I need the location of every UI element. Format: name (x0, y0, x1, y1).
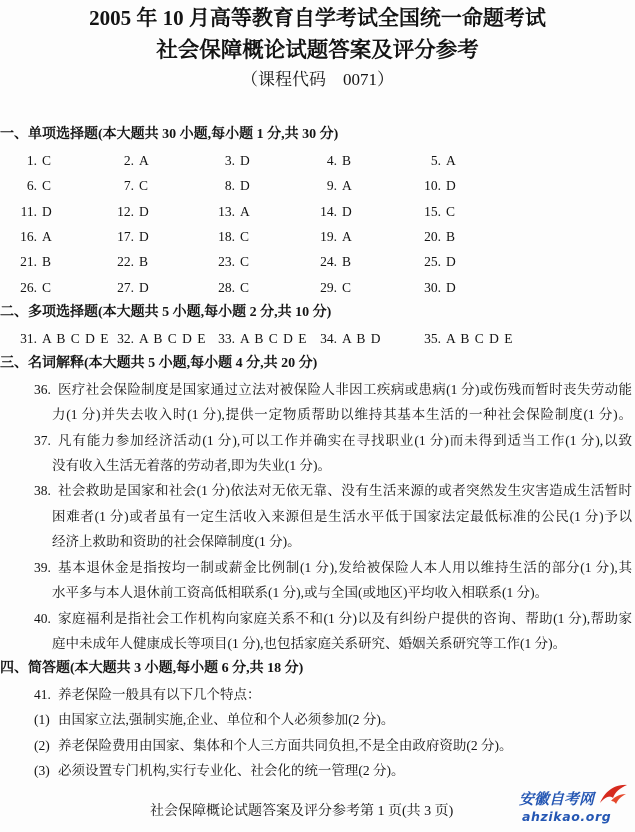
text-line (0, 682, 635, 707)
document-subtitle: 社会保障概论试题答案及评分参考 (156, 38, 479, 62)
answer-item (9, 275, 51, 300)
answer-text-line: 基本退休金是指按均一制或薪金比例制(1 分),发给被保险人本人用以维持生活的部分(1 分),其 (58, 559, 632, 575)
definition-item-40 (0, 606, 635, 657)
answer-letter: A (446, 152, 456, 168)
point-number: (2) (34, 737, 50, 753)
course-code: （课程代码 0071） (241, 70, 394, 89)
answer-item (9, 224, 52, 249)
answer-item (309, 199, 352, 224)
answer-letter: D (240, 152, 250, 168)
answer-item (207, 199, 250, 224)
answer-item (413, 249, 456, 274)
answer-letter: B (342, 254, 352, 270)
answer-letter: C (240, 279, 250, 295)
page-footer: 社会保障概论试题答案及评分参考第 1 页(共 3 页) (150, 804, 454, 819)
question-number: 23. (218, 254, 235, 270)
exam-title: 2005 年 10 月高等教育自学考试全国统一命题考试 (89, 6, 546, 30)
answer-letters: A B C D E (42, 330, 110, 346)
answer-item (9, 173, 51, 198)
answer-row (0, 275, 635, 300)
question-number: 21. (20, 254, 37, 270)
answer-row (0, 148, 635, 173)
question-number: 40. (34, 610, 51, 626)
text-line (0, 402, 635, 427)
answer-letter: D (139, 229, 149, 245)
question-number: 12. (117, 203, 134, 219)
question-number: 16. (20, 229, 37, 245)
question-number: 18. (218, 229, 235, 245)
section-heading-short-answer: 四、简答题(本大题共 3 小题,每小题 6 分,共 18 分) (0, 661, 304, 677)
point-number: (1) (34, 712, 50, 728)
answer-letter: A (240, 203, 250, 219)
answer-item (309, 173, 352, 198)
question-number: 31. (20, 330, 37, 346)
answer-letter: D (446, 254, 456, 270)
point-text: 养老保险费用由国家、集体和个人三方面共同负担,不是全由政府资助(2 分)。 (58, 737, 513, 753)
answer-letter: A (342, 229, 352, 245)
answer-text-line: 凡有能力参加经济活动(1 分),可以工作并确实在寻找职业(1 分)而未得到适当工作(1 分),以致 (58, 432, 632, 448)
answer-item (309, 224, 352, 249)
answer-item (106, 326, 207, 351)
question-number: 13. (218, 203, 235, 219)
answer-item (207, 326, 308, 351)
question-number: 3. (224, 152, 235, 168)
question-number: 29. (320, 279, 337, 295)
answer-text-line: 没有收入生活无着落的劳动者,即为失业(1 分)。 (52, 457, 331, 473)
site-url: ahzikao.org (522, 809, 612, 824)
answer-letters: A B C D E (446, 330, 514, 346)
text-line (0, 428, 635, 453)
answer-letter: D (342, 203, 352, 219)
text-line (0, 453, 635, 478)
answer-item (309, 326, 382, 351)
answer-letter: D (446, 178, 456, 194)
definition-item-37 (0, 428, 635, 479)
answer-letter: C (42, 178, 52, 194)
point-text: 由国家立法,强制实施,企业、单位和个人必须参加(2 分)。 (58, 712, 395, 728)
section-heading-single-choice: 一、单项选择题(本大题共 30 小题,每小题 1 分,共 30 分) (0, 127, 339, 143)
answer-letter: C (240, 254, 250, 270)
question-number: 26. (20, 279, 37, 295)
answer-item (9, 326, 110, 351)
answer-letters: A B C D E (240, 330, 308, 346)
question-number: 7. (123, 178, 134, 194)
question-number: 4. (326, 152, 337, 168)
answer-point (0, 733, 635, 758)
answer-item (413, 199, 455, 224)
definition-item-36 (0, 377, 635, 428)
text-line (0, 504, 635, 529)
site-name: 安徽自考网 (519, 790, 595, 808)
answer-letter: A (42, 229, 52, 245)
text-line (0, 529, 635, 554)
question-number: 33. (218, 330, 235, 346)
answer-letter: B (342, 152, 352, 168)
answer-item (413, 224, 455, 249)
answer-text-line: 家庭福利是指社会工作机构向家庭关系不和(1 分)以及有纠纷户提供的咨询、帮助(1 分),帮助家 (58, 610, 632, 626)
question-number: 19. (320, 229, 337, 245)
question-number: 24. (320, 254, 337, 270)
question-number: 1. (26, 152, 37, 168)
question-number: 38. (34, 483, 51, 499)
answer-item (207, 148, 250, 173)
answer-item (106, 199, 149, 224)
answer-text-line: 养老保险一般具有以下几个特点： (58, 686, 261, 702)
text-line (0, 478, 635, 503)
question-number: 14. (320, 203, 337, 219)
question-number: 8. (224, 178, 235, 194)
answer-text-line: 社会救助是国家和社会(1 分)依法对无依无靠、没有生活来源的或者突然发生灾害造成生活暂时 (58, 483, 632, 499)
answer-letter: C (342, 279, 352, 295)
question-number: 30. (424, 279, 441, 295)
definition-item-39 (0, 555, 635, 606)
answer-letter: D (240, 178, 250, 194)
answer-item (207, 249, 249, 274)
bird-logo-icon (597, 781, 629, 807)
answer-letter: C (240, 229, 250, 245)
answer-item (9, 199, 52, 224)
answer-item (413, 148, 456, 173)
answer-letter: C (139, 178, 149, 194)
answer-item (9, 148, 51, 173)
section-heading-definitions: 三、名词解释(本大题共 5 小题,每小题 4 分,共 20 分) (0, 356, 318, 372)
answer-item (413, 173, 456, 198)
question-number: 32. (117, 330, 134, 346)
answer-item (207, 275, 249, 300)
answer-letter: C (42, 279, 52, 295)
answer-row (0, 224, 635, 249)
answer-text-line: 困难者(1 分)或者虽有一定生活收入来源但是生活水平低于国家法定最低标准的公民(1 分)予以 (52, 508, 632, 524)
question-number: 10. (424, 178, 441, 194)
answer-row (0, 249, 635, 274)
question-number: 6. (26, 178, 37, 194)
question-number: 41. (34, 686, 51, 702)
point-number: (3) (34, 763, 50, 779)
definition-item-38 (0, 478, 635, 554)
answer-item (309, 148, 351, 173)
section-heading-multiple-choice: 二、多项选择题(本大题共 5 小题,每小题 2 分,共 10 分) (0, 305, 332, 321)
answer-item (106, 148, 149, 173)
question-number: 5. (430, 152, 441, 168)
question-number: 39. (34, 559, 51, 575)
question-number: 27. (117, 279, 134, 295)
question-number: 25. (424, 254, 441, 270)
answer-point (0, 758, 635, 783)
answer-content (0, 122, 635, 783)
text-line (0, 580, 635, 605)
question-number: 37. (34, 432, 51, 448)
answer-row (0, 173, 635, 198)
answer-item (106, 275, 149, 300)
answer-letter: D (139, 279, 149, 295)
answer-text-line: 经济上救助和资助的社会保障制度(1 分)。 (52, 534, 301, 550)
text-line (0, 606, 635, 631)
answer-letters: A B D (342, 330, 382, 346)
answer-item (106, 249, 148, 274)
answer-letter: D (42, 203, 52, 219)
answer-letter: D (139, 203, 149, 219)
answer-item (413, 326, 514, 351)
answer-item (9, 249, 51, 274)
answer-item (106, 173, 148, 198)
answer-letter: B (446, 229, 456, 245)
text-line (0, 555, 635, 580)
question-number: 22. (117, 254, 134, 270)
short-answer-item-41 (0, 682, 635, 784)
answer-letter: C (446, 203, 456, 219)
answer-letter: B (42, 254, 52, 270)
question-number: 2. (123, 152, 134, 168)
answer-letter: D (446, 279, 456, 295)
question-number: 11. (20, 203, 37, 219)
answer-item (207, 224, 249, 249)
answer-letter: A (139, 152, 149, 168)
answer-row (0, 199, 635, 224)
question-number: 20. (424, 229, 441, 245)
question-number: 9. (326, 178, 337, 194)
answer-item (309, 249, 351, 274)
answer-letter: C (42, 152, 52, 168)
answer-text-line: 庭中未成年人健康成长等项目(1 分),也包括家庭关系研究、婚姻关系研究等工作(1 分)。 (52, 636, 567, 652)
text-line (0, 377, 635, 402)
answer-item (207, 173, 250, 198)
answer-text-line: 医疗社会保险制度是国家通过立法对被保险人非因工疾病或患病(1 分)或伤残而暂时丧失劳动能 (58, 381, 632, 397)
answer-text-line: 水平多与本人退休前工资高低相联系(1 分),或与全国(或地区)平均收入相联系(1 分)。 (52, 585, 549, 601)
answer-letters: A B C D E (139, 330, 207, 346)
answer-item (106, 224, 149, 249)
answer-item (309, 275, 351, 300)
question-number: 34. (320, 330, 337, 346)
question-number: 28. (218, 279, 235, 295)
question-number: 17. (117, 229, 134, 245)
answer-item (413, 275, 456, 300)
question-number: 15. (424, 203, 441, 219)
answer-text-line: 力(1 分)并失去收入时(1 分),提供一定物质帮助以维持其基本生活的一种社会保险制度(1 分)。 (52, 407, 632, 423)
question-number: 36. (34, 381, 51, 397)
point-text: 必须设置专门机构,实行专业化、社会化的统一管理(2 分)。 (58, 763, 405, 779)
answer-letter: B (139, 254, 149, 270)
question-number: 35. (424, 330, 441, 346)
answer-row (0, 326, 635, 351)
answer-letter: A (342, 178, 352, 194)
text-line (0, 631, 635, 656)
answer-point (0, 707, 635, 732)
